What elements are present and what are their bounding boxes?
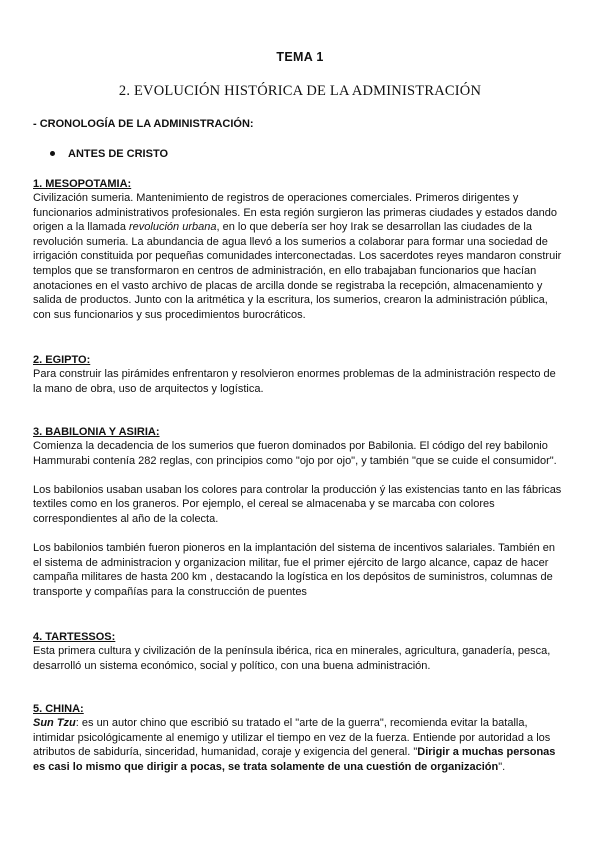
section-tartessos — [33, 630, 563, 673]
section-paragraph: Esta primera cultura y civilización de la península ibérica, rica en minerales, agricultura, ganadería, pesca, desarrolló un sistema económico, social y político, con una buena administración. — [33, 645, 551, 672]
bullet-label: ANTES DE CRISTO — [68, 148, 169, 160]
section-paragraph: Para construir las pirámides enfrentaron y resolvieron enormes problemas de la administración respecto de la mano de obra, uso de arquitectos y logística. — [33, 368, 556, 395]
bullet-item-antes-de-cristo — [50, 148, 168, 160]
text-run: Civilización sumeria. Mantenimiento de registros de operaciones comerciales. Primeros dirigentes y funcionarios administrativos profesionales. En esta región surgieron las primeras ciudades y estados dando origen a la llamada — [33, 192, 558, 234]
quote-bold-text: Dirigir a muchas personas es casi lo mismo que dirigir a pocas, se trata solamente de una cuestión de organización — [33, 746, 556, 773]
section-heading: 4. TARTESSOS: — [33, 631, 116, 643]
section-babilonia — [33, 425, 563, 600]
section-paragraph — [33, 716, 563, 774]
cronologia-heading: - CRONOLOGÍA DE LA ADMINISTRACIÓN: — [33, 118, 254, 130]
author-name: Sun Tzu — [33, 717, 76, 729]
section-heading: 1. MESOPOTAMIA: — [33, 178, 132, 190]
section-heading: 2. EGIPTO: — [33, 354, 91, 366]
section-heading: 3. BABILONIA Y ASIRIA: — [33, 426, 160, 438]
tema-label: TEMA 1 — [276, 50, 324, 64]
section-mesopotamia — [33, 177, 563, 322]
section-china — [33, 702, 563, 774]
page-title: 2. EVOLUCIÓN HISTÓRICA DE LA ADMINISTRACIÓN — [118, 83, 482, 99]
text-run: ". — [498, 760, 506, 773]
emphasis-text: revolución urbana — [129, 221, 217, 234]
text-run: : es un autor chino que escribió su tratado el "arte de la guerra", recomienda evitar la batalla, intimidar psicológicamente al enemigo y utilizar el tiempo en vez de la fuerza. Entiende por autoridad a los atributos de sabiduría, sinceridad, humanidad, coraje y exigencia del general. " — [33, 717, 551, 759]
section-paragraph: Los babilonios también fueron pioneros en la implantación del sistema de incentivos salariales. También en el sistema de administracion y organizacion militar, fue el primer ejército de largo alcance, capaz de hacer campaña militares de hasta 200 km , destacando la logística en los depósitos de suministros, columnas de transporte y compañías para la construcción de puentes — [33, 542, 555, 598]
section-egipto — [33, 353, 563, 396]
bullet-dot-icon — [50, 151, 55, 156]
section-paragraph — [33, 191, 563, 322]
section-paragraph: Comienza la decadencia de los sumerios que fueron dominados por Babilonia. El código del rey babilonio Hammurabi contenía 282 reglas, con principios como "ojo por ojo", y también "que se cuide el consumidor". — [33, 440, 557, 467]
section-heading: 5. CHINA: — [33, 703, 84, 715]
section-paragraph: Los babilonios usaban usaban los colores para controlar la producción ý las existencias tanto en las fábricas textiles como en los graneros. Por ejemplo, el cereal se almacenaba y se marcaba con colores correspondientes al año de la colecta. — [33, 483, 562, 525]
text-run: , en lo que debería ser hoy Irak se desarrollan las ciudades de la revolución sumeria. La abundancia de agua llevó a los sumerios a colaborar para formar una sociedad de irrigación constituida por pequeñas comunidades interconectadas. Los sacerdotes reyes mandaron construir templos que se transformaron en centros de administración, en ello trabajaban funcionarios que hacían anotaciones en el vasto archivo de placas de arcilla donde se registraba la recepción, almacenamiento y salida de productos. Junto con la aritmética y la escritura, los sumerios, crearon la administración pública, con sus funcionarios y sus procedimientos burocráticos. — [33, 221, 562, 321]
